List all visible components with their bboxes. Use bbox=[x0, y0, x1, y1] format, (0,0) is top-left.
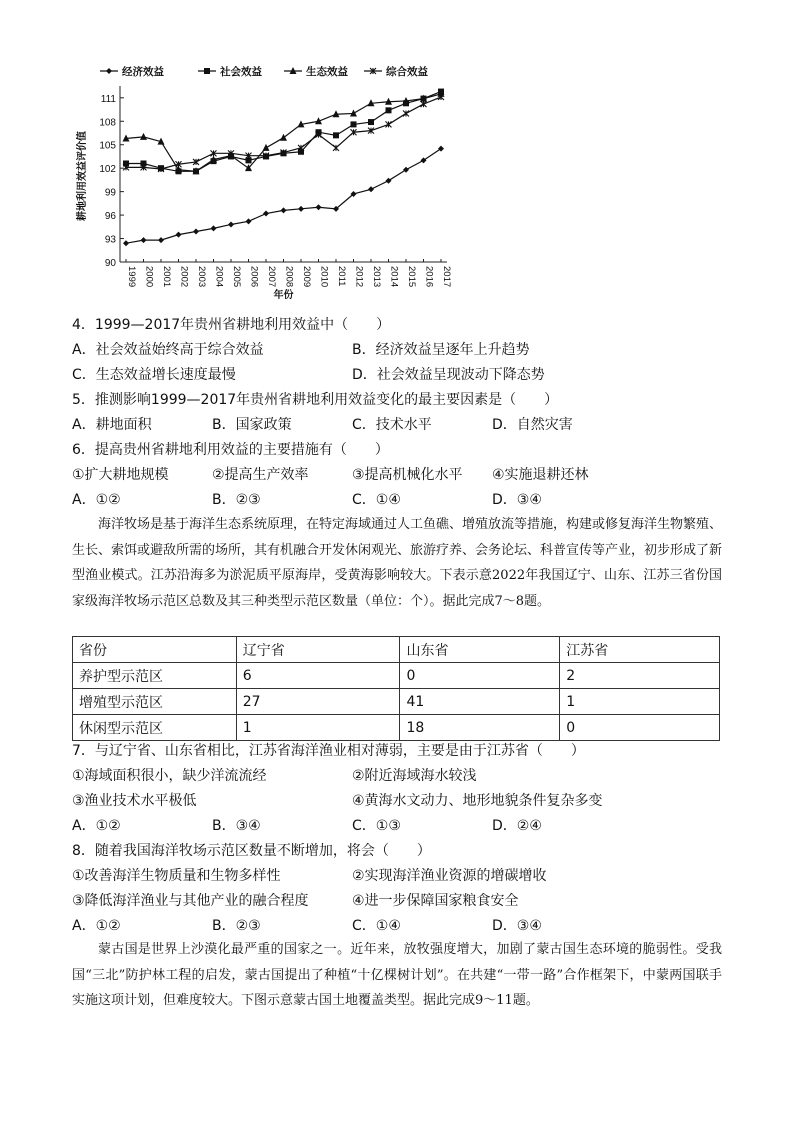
series-line bbox=[126, 92, 441, 172]
question-6-item-1: ①扩大耕地规模 bbox=[72, 467, 169, 483]
question-7-item-2: ②附近海域海水较浅 bbox=[352, 768, 477, 784]
data-point-square bbox=[386, 107, 392, 113]
x-tick-label: 2009 bbox=[301, 266, 312, 288]
y-axis-label: 耕地利用效益评价值 bbox=[77, 131, 88, 221]
x-tick-label: 1999 bbox=[126, 266, 137, 288]
question-6-option-d[interactable]: D．③④ bbox=[492, 492, 542, 508]
data-point-diamond bbox=[141, 237, 147, 243]
question-8-option-d[interactable]: D．③④ bbox=[492, 918, 542, 934]
data-point-triangle bbox=[263, 144, 270, 151]
table-cell: 0 bbox=[400, 663, 560, 689]
data-point-diamond bbox=[228, 221, 234, 227]
table-cell: 1 bbox=[236, 715, 400, 741]
x-tick-label: 2010 bbox=[318, 266, 330, 288]
x-tick-label: 2003 bbox=[196, 266, 207, 288]
data-point-star bbox=[438, 94, 444, 100]
x-tick-label: 2008 bbox=[283, 266, 295, 288]
question-4-option-d[interactable]: D．社会效益呈现波动下降态势 bbox=[352, 367, 545, 383]
data-point-diamond bbox=[281, 207, 287, 213]
table-header-cell: 辽宁省 bbox=[236, 637, 400, 663]
y-tick-label: 96 bbox=[104, 211, 116, 223]
question-8-item-3: ③降低海洋渔业与其他产业的融合程度 bbox=[72, 893, 309, 909]
y-tick-label: 108 bbox=[99, 117, 116, 129]
data-point-square bbox=[368, 119, 374, 125]
question-7-option-d[interactable]: D．②④ bbox=[492, 818, 542, 834]
question-6-option-b[interactable]: B．②③ bbox=[212, 492, 261, 508]
table-cell: 2 bbox=[560, 663, 720, 689]
x-tick-label: 2012 bbox=[353, 266, 365, 288]
y-tick-label: 93 bbox=[104, 234, 116, 246]
question-8-item-1: ①改善海洋生物质量和生物多样性 bbox=[72, 868, 281, 884]
table-row bbox=[73, 715, 720, 741]
question-5-option-a[interactable]: A．耕地面积 bbox=[72, 417, 152, 433]
question-5-option-c[interactable]: C．技术水平 bbox=[352, 417, 432, 433]
table-header-cell: 省份 bbox=[73, 637, 237, 663]
data-point-diamond bbox=[123, 240, 129, 246]
question-4-option-c[interactable]: C．生态效益增长速度最慢 bbox=[72, 367, 236, 383]
data-point-diamond bbox=[106, 68, 112, 74]
x-tick-label: 2002 bbox=[178, 266, 190, 288]
data-point-square bbox=[351, 121, 357, 127]
y-tick-label: 111 bbox=[100, 93, 116, 105]
question-8-option-c[interactable]: C．①④ bbox=[352, 918, 401, 934]
question-8-item-2: ②实现海洋渔业资源的增碳增收 bbox=[352, 868, 547, 884]
question-7-item-1: ①海域面积很小，缺少洋流流经 bbox=[72, 768, 267, 784]
table-row bbox=[73, 663, 720, 689]
x-tick-label: 2007 bbox=[266, 266, 277, 288]
x-tick-label: 2001 bbox=[161, 266, 172, 288]
x-tick-label: 2011 bbox=[336, 266, 347, 287]
y-tick-label: 102 bbox=[99, 164, 116, 176]
question-5-option-d[interactable]: D．自然灾害 bbox=[492, 417, 573, 433]
question-4-stem: 4．1999—2017年贵州省耕地利用效益中（ ） bbox=[72, 317, 391, 333]
data-point-diamond bbox=[403, 167, 409, 173]
data-point-diamond bbox=[263, 211, 269, 217]
data-point-star bbox=[386, 121, 392, 127]
legend-label: 综合效益 bbox=[386, 66, 428, 78]
data-point-star bbox=[421, 101, 427, 107]
data-point-diamond bbox=[176, 232, 182, 238]
ocean-ranch-table bbox=[72, 636, 720, 741]
question-4-option-b[interactable]: B．经济效益呈逐年上升趋势 bbox=[352, 342, 530, 358]
y-tick-label: 105 bbox=[99, 140, 116, 152]
data-point-square bbox=[204, 68, 210, 74]
x-axis-label: 年份 bbox=[273, 290, 294, 301]
question-8-item-4: ④进一步保障国家粮食安全 bbox=[352, 893, 519, 909]
table-header-row bbox=[73, 637, 720, 663]
question-6-item-2: ②提高生产效率 bbox=[212, 467, 309, 483]
question-8-stem: 8．随着我国海洋牧场示范区数量不断增加，将会（ ） bbox=[72, 843, 431, 859]
data-point-diamond bbox=[158, 237, 164, 243]
line-chart bbox=[70, 58, 460, 308]
data-point-star bbox=[333, 145, 339, 151]
table-cell: 增殖型示范区 bbox=[73, 689, 237, 715]
question-8-option-b[interactable]: B．②③ bbox=[212, 918, 261, 934]
legend-label: 经济效益 bbox=[122, 66, 164, 78]
data-point-diamond bbox=[193, 229, 199, 235]
data-point-square bbox=[333, 132, 339, 138]
question-5-stem: 5．推测影响1999—2017年贵州省耕地利用效益变化的最主要因素是（ ） bbox=[72, 392, 559, 408]
x-tick-label: 2004 bbox=[213, 266, 225, 288]
table-cell: 27 bbox=[236, 689, 400, 715]
data-point-diamond bbox=[211, 225, 217, 231]
data-point-diamond bbox=[298, 206, 304, 212]
table-row bbox=[73, 689, 720, 715]
y-tick-label: 90 bbox=[104, 258, 116, 269]
question-7-option-b[interactable]: B．③④ bbox=[212, 818, 261, 834]
data-point-diamond bbox=[368, 186, 374, 192]
legend-label: 生态效益 bbox=[306, 66, 348, 78]
table-cell: 6 bbox=[236, 663, 400, 689]
data-point-diamond bbox=[386, 178, 392, 184]
table-cell: 41 bbox=[400, 689, 560, 715]
x-tick-label: 2000 bbox=[143, 266, 155, 288]
question-7-item-3: ③渔业技术水平极低 bbox=[72, 793, 197, 809]
question-6-stem: 6．提高贵州省耕地利用效益的主要措施有（ ） bbox=[72, 442, 389, 458]
table-header-cell: 江苏省 bbox=[560, 637, 720, 663]
question-4-option-a[interactable]: A．社会效益始终高于综合效益 bbox=[72, 342, 264, 358]
y-tick-label: 99 bbox=[104, 187, 116, 199]
x-tick-label: 2017 bbox=[441, 266, 452, 288]
series-line bbox=[126, 149, 441, 244]
x-tick-label: 2016 bbox=[423, 266, 435, 288]
x-tick-label: 2013 bbox=[371, 266, 382, 288]
passage-mongolia-text: 蒙古国是世界上沙漠化最严重的国家之一。近年来，放牧强度增大，加剧了蒙古国生态环境的脆弱性。受我国“三北”防护林工程的启发，蒙古国提出了种植“十亿棵树计划”。在共建“一带一路”合作框架下，中蒙两国联手实施这项计划，但难度较大。下图示意蒙古国土地覆盖类型。据此完成9～11题。 bbox=[72, 942, 722, 1008]
data-point-triangle bbox=[140, 133, 147, 140]
question-7-item-4: ④黄海水文动力、地形地貌条件复杂多变 bbox=[352, 793, 603, 809]
data-point-diamond bbox=[316, 204, 322, 210]
passage-ocean-ranch-text: 海洋牧场是基于海洋生态系统原理，在特定海域通过人工鱼礁、增殖放流等措施，构建或修复海洋生物繁殖、生长、索饵或避敌所需的场所，其有机融合开发休闲观光、旅游疗养、会务论坛、科普宣传等产业，初步形成了新型渔业模式。江苏沿海多为淤泥质平原海岸，受黄海影响较大。下表示意2022年我国辽宁、山东、江苏三省份国家级海洋牧场示范区总数及其三种类型示范区数量（单位：个）。据此完成7～8题。 bbox=[72, 517, 723, 609]
series-line bbox=[126, 94, 441, 171]
question-7-stem: 7．与辽宁省、山东省相比，江苏省海洋渔业相对薄弱，主要是由于江苏省（ ） bbox=[72, 743, 585, 759]
passage-mongolia bbox=[72, 937, 722, 1014]
passage-ocean-ranch bbox=[72, 512, 722, 614]
question-5-option-b[interactable]: B．国家政策 bbox=[212, 417, 292, 433]
question-7-option-a[interactable]: A．①② bbox=[72, 818, 121, 834]
table-cell: 养护型示范区 bbox=[73, 663, 237, 689]
x-tick-label: 2005 bbox=[231, 266, 242, 288]
table-cell: 1 bbox=[560, 689, 720, 715]
question-6-option-c[interactable]: C．①④ bbox=[352, 492, 401, 508]
x-tick-label: 2015 bbox=[406, 266, 417, 288]
chart-svg bbox=[70, 58, 460, 308]
table-cell: 18 bbox=[400, 715, 560, 741]
question-8-option-a[interactable]: A．①② bbox=[72, 918, 121, 934]
table-header-cell: 山东省 bbox=[400, 637, 560, 663]
legend-label: 社会效益 bbox=[220, 66, 262, 78]
question-6-item-3: ③提高机械化水平 bbox=[352, 467, 463, 483]
table-cell: 0 bbox=[560, 715, 720, 741]
question-7-option-c[interactable]: C．①③ bbox=[352, 818, 401, 834]
question-6-item-4: ④实施退耕还林 bbox=[492, 467, 589, 483]
question-6-option-a[interactable]: A．①② bbox=[72, 492, 121, 508]
table-cell: 休闲型示范区 bbox=[73, 715, 237, 741]
x-tick-label: 2014 bbox=[388, 266, 400, 288]
data-point-diamond bbox=[246, 218, 252, 224]
data-point-star bbox=[403, 110, 409, 116]
x-tick-label: 2006 bbox=[248, 266, 260, 288]
data-point-triangle bbox=[350, 109, 357, 116]
data-point-triangle bbox=[280, 134, 287, 141]
